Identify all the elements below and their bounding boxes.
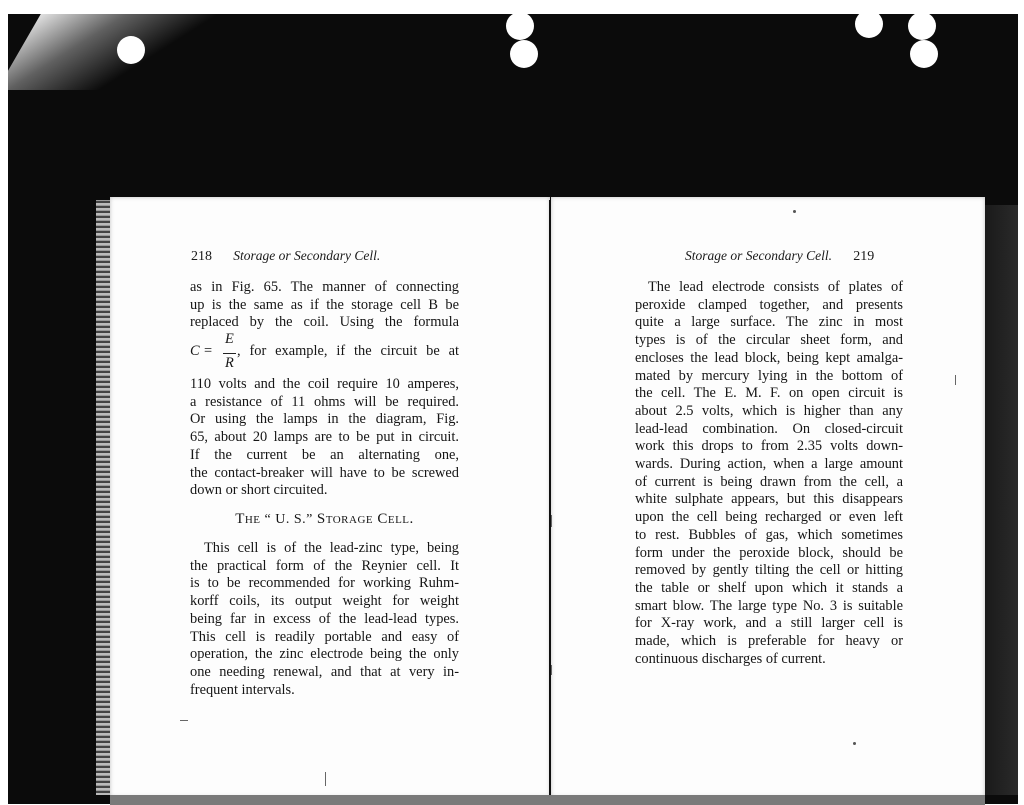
text-line: of current is being drawn from the cell, a	[635, 473, 903, 490]
heading-prefix: The	[235, 511, 261, 527]
text-line: operation, the zinc electrode being the only	[190, 646, 459, 663]
left-paragraph-1-continued	[190, 376, 459, 500]
formula-lhs: C	[190, 343, 200, 359]
scan-mark	[180, 720, 188, 721]
text-line: types is of the circular sheet form, and	[635, 332, 903, 349]
text-line: about 2.5 volts, which is higher than any	[635, 402, 903, 419]
scan-mark	[955, 375, 956, 385]
text-line: the contact-breaker will have to be screwed	[190, 464, 459, 481]
punch-hole	[117, 36, 145, 64]
text-line: is to be recommended for working Ruhm-	[190, 575, 459, 592]
formula-trailing-text: , for example, if the circuit be at	[237, 343, 459, 359]
scan-mark	[325, 772, 326, 786]
punch-hole	[908, 12, 936, 40]
scan-mark	[551, 515, 552, 527]
book-cover-edge	[985, 205, 1018, 795]
text-line: removed by gently tilting the cell or hitting	[635, 562, 903, 579]
text-line: peroxide clamped together, and presents	[635, 296, 903, 313]
heading-quoted: “ U. S.”	[264, 512, 313, 527]
text-line: The lead electrode consists of plates of	[648, 279, 903, 295]
punch-hole	[910, 40, 938, 68]
scan-speck	[793, 210, 796, 213]
text-line: mated by mercury lying in the bottom of	[635, 367, 903, 384]
text-line: 65, about 20 lamps are to be put in circuit.	[190, 429, 459, 446]
scan-mark	[551, 665, 552, 675]
heading-suffix: Storage Cell.	[316, 511, 414, 527]
text-line: work this drops to from 2.35 volts down-	[635, 438, 903, 455]
text-line: smart blow. The large type No. 3 is suitable	[635, 597, 903, 614]
text-line: form under the peroxide block, should be	[635, 544, 903, 561]
text-line: the practical form of the Reynier cell. It	[190, 557, 459, 574]
section-heading	[190, 511, 459, 528]
text-line: quite a large surface. The zinc in most	[635, 314, 903, 331]
text-line: replaced by the coil. Using the formula	[190, 314, 459, 331]
right-page-number: 219	[853, 249, 875, 264]
text-line: white sulphate appears, but this disappears	[635, 491, 903, 508]
left-paragraph-1	[190, 279, 459, 332]
bottom-scan-edge	[110, 795, 985, 805]
text-line: made, which is preferable for heavy or	[635, 633, 903, 650]
right-paragraph	[635, 279, 903, 668]
text-line: This cell is of the lead-zinc type, being	[204, 540, 459, 556]
formula	[190, 331, 459, 375]
book-gutter	[549, 200, 551, 795]
text-line: the table or shelf upon which it stands a	[635, 579, 903, 596]
text-line: upon the cell being recharged or even left	[635, 509, 903, 526]
text-line: This cell is readily portable and easy of	[190, 628, 459, 645]
text-line: down or short circuited.	[190, 482, 328, 499]
right-running-title: Storage or Secondary Cell.	[685, 248, 832, 263]
text-line: continuous discharges of current.	[635, 650, 826, 667]
formula-numerator: E	[225, 331, 234, 347]
right-running-head	[685, 248, 905, 265]
text-line: frequent intervals.	[190, 681, 295, 698]
text-line: lead-lead combination. On closed-circuit	[635, 420, 903, 437]
text-line: to rest. Bubbles of gas, which sometimes	[635, 526, 903, 543]
punch-hole	[506, 12, 534, 40]
formula-denominator: R	[225, 355, 234, 371]
text-line: korff coils, its output weight for weight	[190, 593, 459, 610]
formula-equals: =	[204, 343, 213, 359]
left-running-title: Storage or Secondary Cell.	[233, 248, 381, 263]
text-line: the cell. The E. M. F. on open circuit is	[635, 385, 903, 402]
fraction-bar	[223, 353, 236, 354]
left-page-number: 218	[191, 249, 212, 264]
text-line: a resistance of 11 ohms will be required.	[190, 393, 459, 410]
text-line: as in Fig. 65. The manner of connecting	[190, 279, 459, 295]
text-line: If the current be an alternating one,	[190, 446, 459, 463]
text-line: Or using the lamps in the diagram, Fig.	[190, 411, 459, 428]
text-line: up is the same as if the storage cell B be	[190, 296, 459, 313]
punch-hole	[510, 40, 538, 68]
page-stack-edge	[96, 200, 110, 795]
text-line: for X-ray work, and a still larger cell is	[635, 615, 903, 632]
punch-hole	[855, 10, 883, 38]
left-running-head	[191, 248, 451, 265]
text-line: encloses the lead block, being kept amalga-	[635, 349, 903, 366]
text-line: 110 volts and the coil require 10 amperes,	[190, 376, 459, 392]
scan-speck	[853, 742, 856, 745]
text-line: being far in excess of the lead-lead types.	[190, 610, 459, 627]
left-paragraph-2	[190, 540, 459, 699]
text-line: one needing renewal, and that at very in-	[190, 663, 459, 680]
text-line: wards. During action, when a large amount	[635, 456, 903, 473]
